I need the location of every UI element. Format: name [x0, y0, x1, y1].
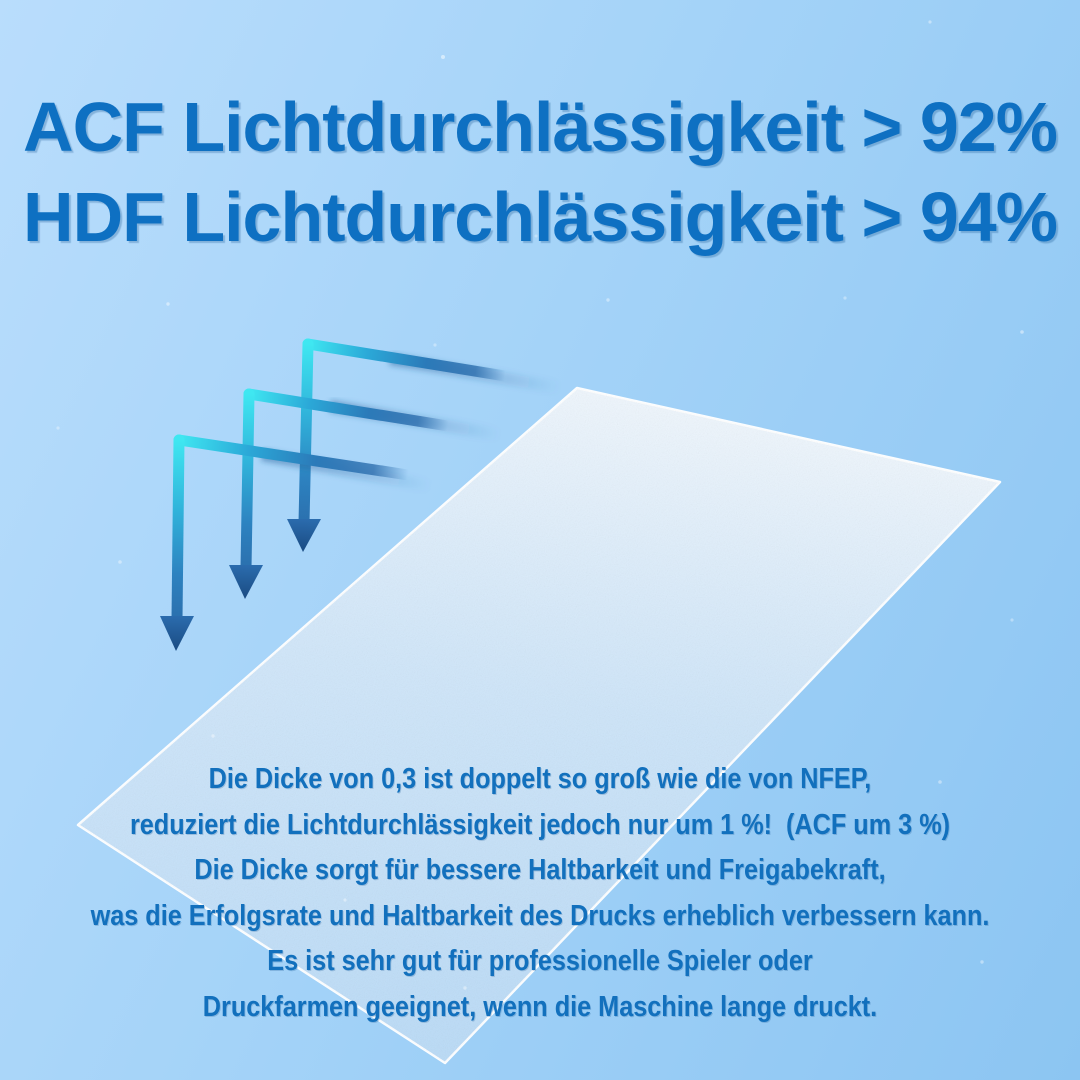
arrowhead-icon [160, 616, 194, 651]
page-title [0, 82, 1080, 262]
title-line-hdf: HDF Lichtdurchlässigkeit > 94% [23, 178, 1057, 256]
body-text-line: reduziert die Lichtdurchlässigkeit jedoch nur um 1 %! (ACF um 3 %) [129, 808, 951, 841]
body-text-line: Druckfarmen geeignet, wenn die Maschine lange druckt. [202, 990, 878, 1023]
body-text-line: Es ist sehr gut für professionelle Spieler oder [267, 945, 813, 977]
description-text [0, 757, 1080, 1030]
body-text-line: Die Dicke von 0,3 ist doppelt so groß wie die von NFEP, [208, 763, 872, 795]
title-line-acf: ACF Lichtdurchlässigkeit > 92% [23, 88, 1057, 166]
arrowhead-icon [229, 565, 263, 599]
body-text-line: Die Dicke sorgt für bessere Haltbarkeit und Freigabekraft, [194, 854, 886, 886]
arrowhead-icon [287, 519, 321, 552]
body-text-line: was die Erfolgsrate und Haltbarkeit des Drucks erheblich verbessern kann. [90, 899, 990, 932]
